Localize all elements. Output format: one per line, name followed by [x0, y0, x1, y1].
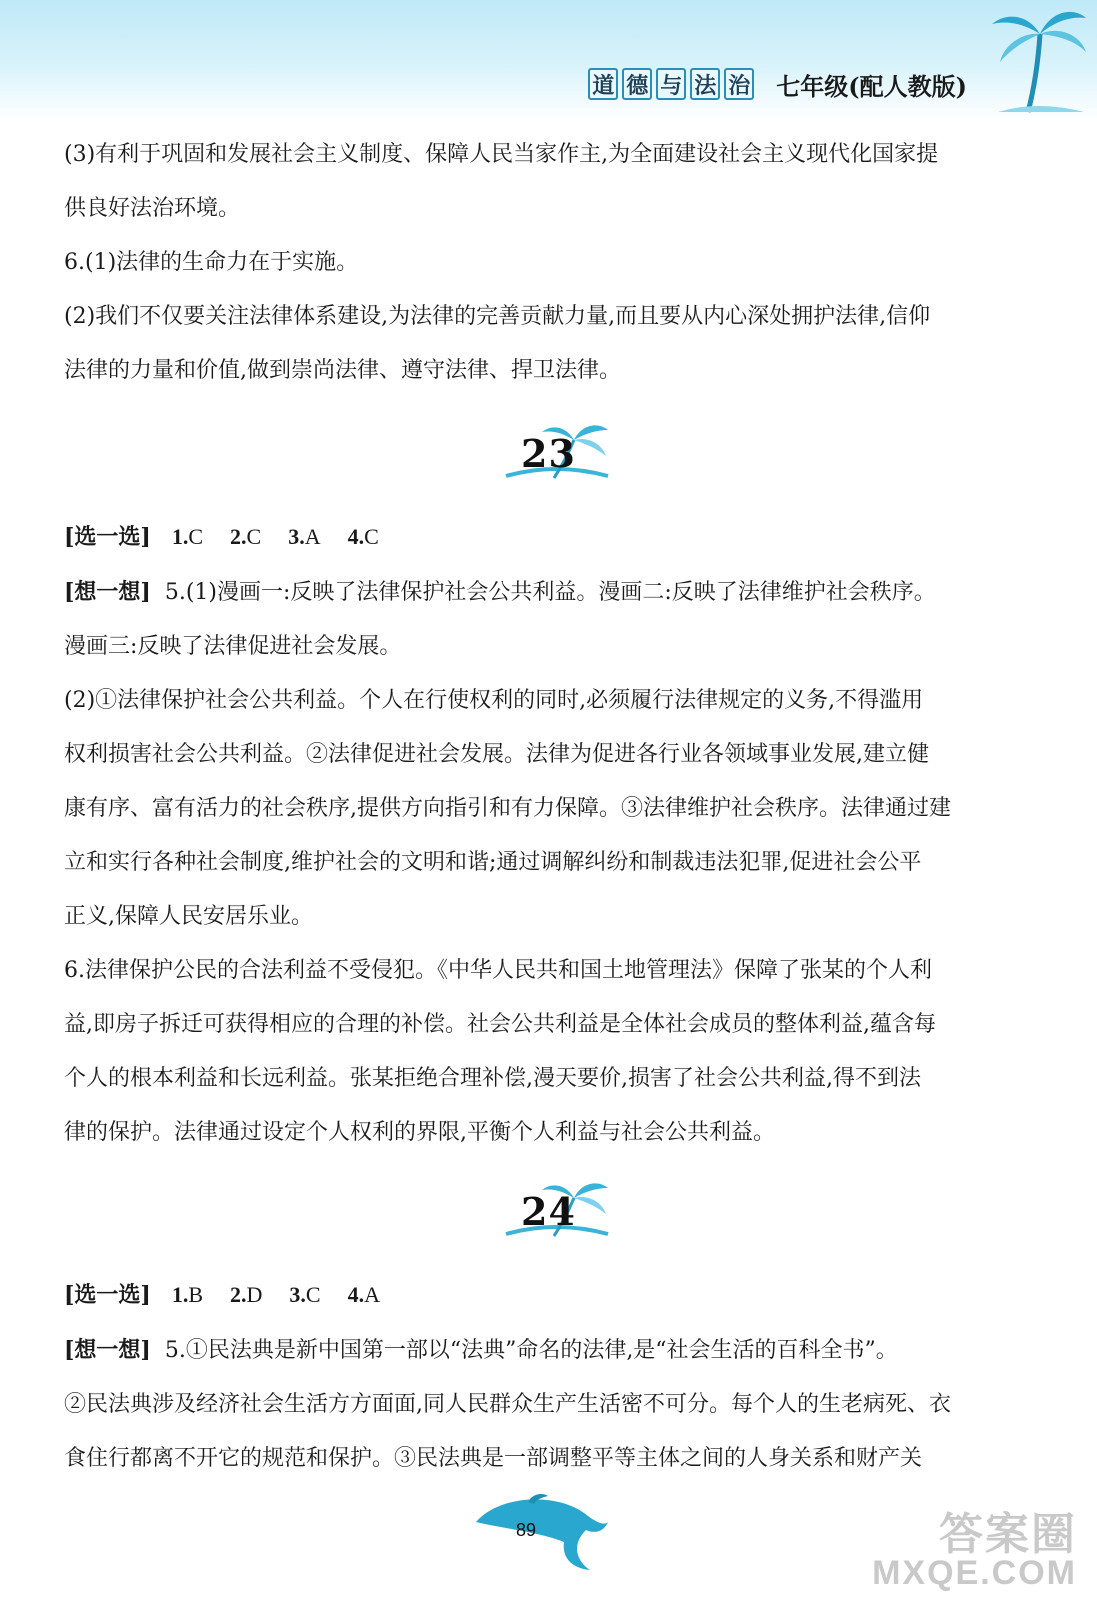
- subject-char: 法: [690, 68, 720, 100]
- answer-item: 2.C: [230, 524, 262, 549]
- page-header: [588, 66, 967, 102]
- choose-answers: [64, 510, 996, 565]
- page-footer: [470, 1492, 610, 1572]
- paragraph: 个人的根本利益和长远利益。张某拒绝合理补偿,漫天要价,损害了社会公共利益,得不到法: [64, 1066, 921, 1091]
- choose-tag: [选一选]: [64, 1282, 151, 1308]
- paragraph: 6.法律保护公民的合法利益不受侵犯。《中华人民共和国土地管理法》保障了张某的个人利: [64, 958, 932, 983]
- paragraph: ②民法典涉及经济社会生活方方面面,同人民群众生产生活密不可分。每个人的生老病死、衣: [64, 1392, 951, 1417]
- subject-title: [588, 68, 754, 100]
- answer-item: 2.D: [230, 1282, 263, 1307]
- section-title-23: [0, 418, 1097, 488]
- subject-char: 德: [622, 68, 652, 100]
- watermark: [872, 1510, 1077, 1592]
- header-background: [0, 0, 1097, 120]
- answer-block-23: [64, 510, 996, 1160]
- answer-item: 3.A: [288, 524, 321, 549]
- watermark-text: 答案圈: [939, 1510, 1077, 1559]
- answer-item: 1.B: [171, 1282, 204, 1307]
- paragraph: 漫画三:反映了法律促进社会发展。: [64, 634, 402, 659]
- paragraph: 6.(1)法律的生命力在于实施。: [64, 250, 359, 275]
- dolphin-icon: [470, 1492, 610, 1572]
- paragraph: 法律的力量和价值,做到崇尚法律、遵守法律、捍卫法律。: [64, 358, 621, 383]
- paragraph: 益,即房子拆迁可获得相应的合理的补偿。社会公共利益是全体社会成员的整体利益,蕴含每: [64, 1012, 936, 1037]
- answer-item: 3.C: [289, 1282, 321, 1307]
- watermark-url: MXQE.COM: [872, 1554, 1077, 1592]
- paragraph: [想一想] 5.①民法典是新中国第一部以“法典”命名的法律,是“社会生活的百科全书”。: [64, 1337, 898, 1363]
- subject-char: 道: [588, 68, 618, 100]
- palm-tree-icon: [988, 4, 1088, 116]
- answer-block-22-tail: [64, 128, 996, 398]
- answer-block-24: [64, 1268, 996, 1486]
- page-number: 89: [516, 1520, 537, 1540]
- answer-item: 4.C: [347, 524, 379, 549]
- answer-item: 4.A: [347, 1282, 380, 1307]
- paragraph: (2)我们不仅要关注法律体系建设,为法律的完善贡献力量,而且要从内心深处拥护法律,信仰: [64, 304, 931, 329]
- think-tag: [想一想]: [64, 579, 151, 605]
- paragraph: 权利损害社会公共利益。②法律促进社会发展。法律为促进各行业各领域事业发展,建立健: [64, 742, 929, 767]
- section-number: 23: [521, 430, 576, 476]
- section-title-24: [0, 1176, 1097, 1246]
- answer-item: 1.C: [171, 524, 204, 549]
- paragraph: 食住行都离不开它的规范和保护。③民法典是一部调整平等主体之间的人身关系和财产关: [64, 1446, 923, 1471]
- paragraph: (2)①法律保护社会公共利益。个人在行使权利的同时,必须履行法律规定的义务,不得滥用: [64, 688, 924, 713]
- choose-tag: [选一选]: [64, 524, 151, 550]
- paragraph: [想一想] 5.(1)漫画一:反映了法律保护社会公共利益。漫画二:反映了法律维护社会秩序。: [64, 579, 936, 605]
- subject-char: 与: [656, 68, 686, 100]
- choose-answers: [64, 1268, 996, 1323]
- paragraph: 正义,保障人民安居乐业。: [64, 904, 313, 929]
- paragraph: 供良好法治环境。: [64, 196, 241, 221]
- grade-label: 七年级(配人教版): [776, 71, 967, 101]
- subject-char: 治: [724, 68, 754, 100]
- paragraph: (3)有利于巩固和发展社会主义制度、保障人民当家作主,为全面建设社会主义现代化国家提: [64, 142, 939, 167]
- think-tag: [想一想]: [64, 1337, 151, 1363]
- paragraph: 立和实行各种社会制度,维护社会的文明和谐;通过调解纠纷和制裁违法犯罪,促进社会公平: [64, 850, 922, 875]
- paragraph: 康有序、富有活力的社会秩序,提供方向指引和有力保障。③法律维护社会秩序。法律通过建: [64, 796, 951, 821]
- section-number: 24: [521, 1188, 576, 1234]
- paragraph: 律的保护。法律通过设定个人权利的界限,平衡个人利益与社会公共利益。: [64, 1120, 775, 1145]
